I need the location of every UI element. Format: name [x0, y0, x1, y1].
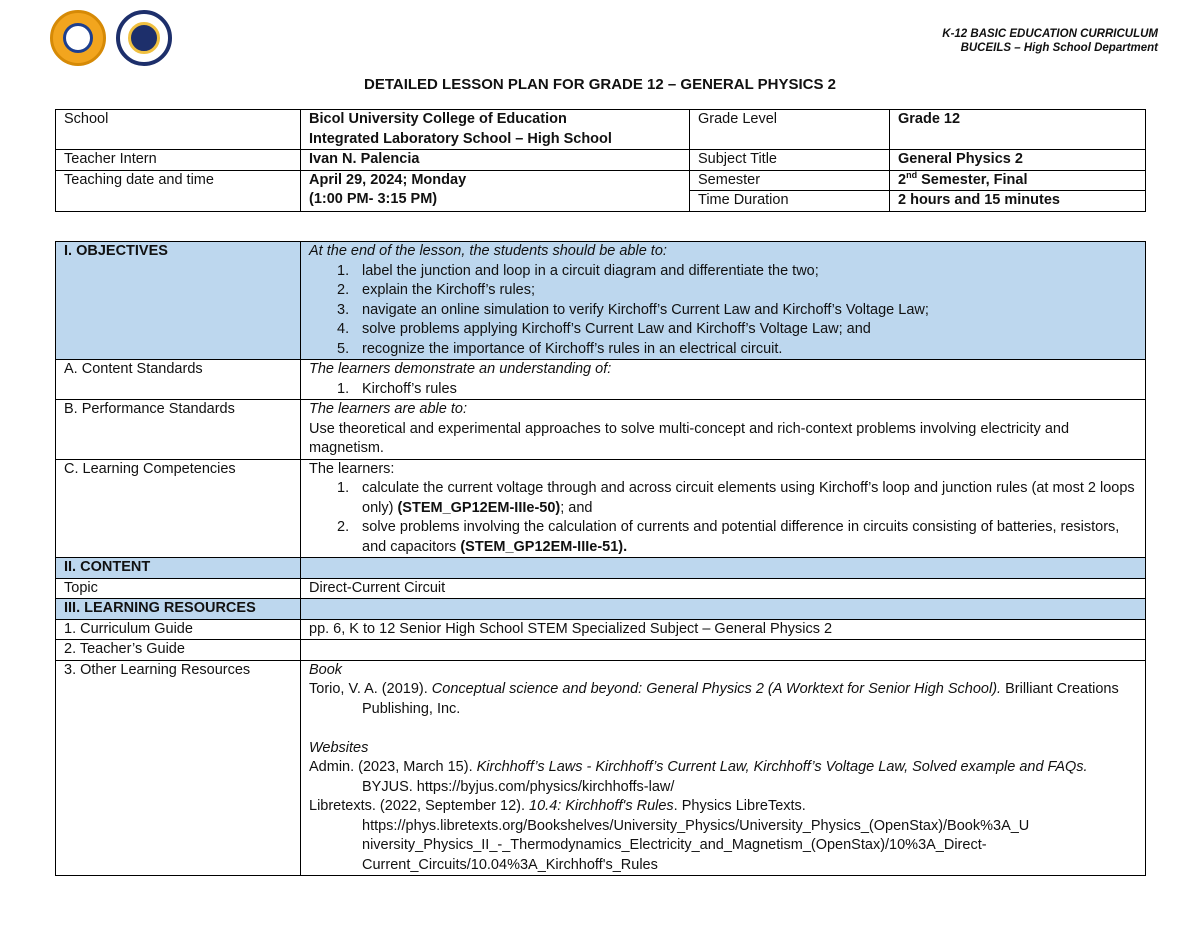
list-item: 4. solve problems applying Kirchoff’s Current Law and Kirchoff’s Voltage Law; and [337, 321, 871, 337]
subject-value: General Physics 2 [890, 150, 1146, 171]
websites-heading: Websites [309, 739, 369, 756]
semester-number: 2 [898, 171, 907, 188]
performance-standards-intro: The learners are able to: [309, 401, 467, 417]
list-item: 1. calculate the current voltage through and across circuit elements using Kirchoff’s loop and junction rules (at most 2 loops only) (STEM_GP12EM-IIIe-50); and [337, 480, 1135, 516]
date-label: Teaching date and time [56, 170, 301, 211]
objectives-label: I. OBJECTIVES [56, 242, 301, 360]
learning-resources-blank [301, 599, 1146, 620]
subject-label: Subject Title [690, 150, 890, 171]
school-name-line-1: Bicol University College of Education [309, 111, 567, 127]
learning-competencies-list [309, 479, 1137, 557]
learning-competencies-intro: The learners: [309, 460, 395, 477]
semester-value [890, 170, 1146, 191]
document-title: DETAILED LESSON PLAN FOR GRADE 12 – GENERAL PHYSICS 2 [363, 76, 837, 93]
school-name-line-2: Integrated Laboratory School – High School [309, 130, 612, 147]
learning-resources-label: III. LEARNING RESOURCES [56, 599, 301, 620]
learning-competencies-cell [301, 459, 1146, 558]
competency-code: (STEM_GP12EM-IIIe-51). [460, 538, 628, 555]
curriculum-guide-label: 1. Curriculum Guide [56, 619, 301, 640]
intern-value: Ivan N. Palencia [301, 150, 690, 171]
curriculum-guide-value: pp. 6, K to 12 Senior High School STEM Specialized Subject – General Physics 2 [301, 619, 1146, 640]
website-reference-2: Libretexts. (2022, September 12). 10.4: Kirchhoff's Rules. Physics LibreTexts. [309, 798, 806, 814]
objectives-intro: At the end of the lesson, the students should be able to: [309, 243, 667, 259]
info-table [55, 109, 1146, 212]
topic-value: Direct-Current Circuit [301, 578, 1146, 599]
list-item: 1. label the junction and loop in a circuit diagram and differentiate the two; [337, 262, 819, 279]
performance-standards-cell [301, 400, 1146, 460]
content-standards-label: A. Content Standards [56, 360, 301, 400]
duration-label: Time Duration [690, 191, 890, 212]
integrated-laboratory-school-seal-icon [116, 10, 172, 66]
list-item: 3. navigate an online simulation to verify Kirchoff’s Current Law and Kirchoff’s Voltage Law; [337, 301, 929, 318]
content-standards-intro: The learners demonstrate an understanding of: [309, 361, 612, 377]
content-standards-list [309, 380, 1137, 400]
date-line: April 29, 2024; Monday [309, 171, 467, 188]
book-heading: Book [309, 661, 343, 678]
grade-label: Grade Level [690, 110, 890, 150]
url-line: niversity_Physics_II_-_Thermodynamics_Electricity_and_Magnetism_(OpenStax)/10%3A_Direct- [362, 837, 987, 853]
college-of-education-seal-icon [50, 10, 106, 66]
list-item: 2. explain the Kirchoff’s rules; [337, 282, 536, 298]
book-reference: Torio, V. A. (2019). Conceptual science and beyond: General Physics 2 (A Worktext for Senior High School). Brilliant Creations Publishing, Inc. [309, 681, 1119, 717]
semester-suffix: nd [906, 169, 918, 180]
duration-value: 2 hours and 15 minutes [890, 191, 1146, 212]
time-line: (1:00 PM- 3:15 PM) [309, 191, 438, 207]
objectives-list [309, 262, 1137, 360]
learning-competencies-label: C. Learning Competencies [56, 459, 301, 558]
performance-standards-text: Use theoretical and experimental approaches to solve multi-concept and rich-context problems involving electricity and magnetism. [309, 420, 1070, 456]
list-item: 5. recognize the importance of Kirchoff’s rules in an electrical circuit. [337, 340, 783, 357]
intern-label: Teacher Intern [56, 150, 301, 171]
header-logos [50, 10, 172, 66]
semester-text: Semester, Final [917, 171, 1028, 188]
objectives-cell [301, 242, 1146, 360]
curriculum-header [942, 27, 1158, 55]
performance-standards-label: B. Performance Standards [56, 400, 301, 460]
lesson-plan-table [55, 241, 1146, 876]
department-line: BUCEILS – High School Department [960, 42, 1158, 54]
competency-code: (STEM_GP12EM-IIIe-50) [397, 499, 561, 516]
school-label: School [56, 110, 301, 150]
curriculum-line: K-12 BASIC EDUCATION CURRICULUM [942, 28, 1158, 40]
grade-value: Grade 12 [890, 110, 1146, 150]
teachers-guide-label: 2. Teacher’s Guide [56, 640, 301, 661]
date-value [301, 170, 690, 211]
url-line: https://phys.libretexts.org/Bookshelves/University_Physics/University_Physics_(OpenStax)/Book%3A_U [362, 817, 1030, 834]
content-section-label: II. CONTENT [56, 558, 301, 579]
website-reference-1: Admin. (2023, March 15). Kirchhoff’s Laws - Kirchhoff’s Current Law, Kirchhoff’s Voltage Law, Solved example and FAQs. BYJUS. https://byjus.com/physics/kirchhoffs-law/ [309, 759, 1088, 795]
school-value [301, 110, 690, 150]
url-line: Current_Circuits/10.04%3A_Kirchhoff's_Rules [362, 856, 658, 873]
content-section-blank [301, 558, 1146, 579]
list-item: 1. Kirchoff’s rules [337, 380, 457, 397]
other-resources-cell [301, 660, 1146, 876]
content-standards-cell [301, 360, 1146, 400]
other-resources-label: 3. Other Learning Resources [56, 660, 301, 876]
website-url-2 [309, 817, 1137, 876]
spacer [309, 719, 1137, 739]
topic-label: Topic [56, 578, 301, 599]
semester-label: Semester [690, 170, 890, 191]
teachers-guide-value [301, 640, 1146, 661]
list-item: 2. solve problems involving the calculation of currents and potential difference in circuits consisting of batteries, resistors, and capacitors (STEM_GP12EM-IIIe-51). [337, 519, 1120, 555]
